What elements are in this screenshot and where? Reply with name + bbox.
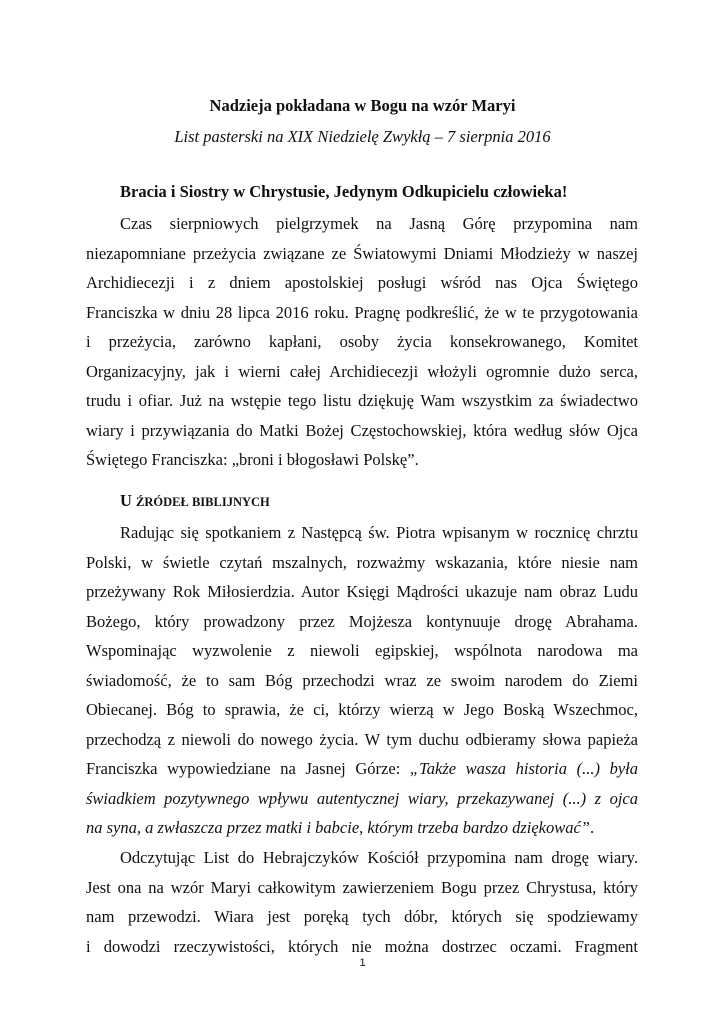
text-line: Świętego Franciszka: „broni i błogosławi Polskę”. [86,450,419,469]
text-line: i dowodzi rzeczywistości, których nie można dostrzec oczami. Fragment [86,936,638,956]
text-line: Jest ona na wzór Maryi całkowitym zawierzeniem Bogu przez Chrystusa, który [86,877,638,897]
text-line-quote: świadkiem pozytywnego wpływu autentycznej wiary, przekazywanej (...) z ojca [86,788,638,808]
document-subtitle: List pasterski na XIX Niedzielę Zwykłą – 7 sierpnia 2016 [174,127,551,146]
text-line: Organizacyjny, jak i wierni całej Archidiecezji włożyli ogromnie dużo serca, [86,361,638,381]
text-line: Bożego, który prowadzony przez Mojżesza kontynuuje drogę Abrahama. [86,611,638,631]
text-line: Franciszka w dniu 28 lipca 2016 roku. Pragnę podkreślić, że w te przygotowania [86,302,638,322]
paragraph-3 [86,843,638,961]
text-line: Radując się spotkaniem z Następcą św. Piotra wpisanym w rocznicę chrztu [120,523,638,542]
paragraph-2 [86,518,638,843]
text-line: nam przewodzi. Wiara jest poręką tych dóbr, których się spodziewamy [86,907,638,926]
quote-lead-in: Franciszka wypowiedziane na Jasnej Górze: [86,759,410,778]
text-line: niezapomniane przeżycia związane ze Światowymi Dniami Młodzieży w naszej [86,243,638,263]
text-line: świadomość, że to sam Bóg przechodzi wraz ze swoim narodem do Ziemi [86,670,638,690]
text-line: i przeżycia, zarówno kapłani, osoby życia konsekrowanego, Komitet [86,332,638,351]
paragraph-1 [86,209,638,475]
text-line: Odczytując List do Hebrajczyków Kościół przypomina nam drogę wiary. [120,848,638,867]
text-line: Polski, w świetle czytań mszalnych, rozważmy wskazania, które niesie nam [86,552,638,572]
greeting: Bracia i Siostry w Chrystusie, Jedynym Odkupicielu człowieka! [120,182,568,201]
text-line: Wspominając wyzwolenie z niewoli egipskiej, wspólnota narodowa ma [86,641,638,660]
section-heading [120,491,270,511]
text-line: Archidiecezji i z dniem apostolskiej posługi wśród nas Ojca Świętego [86,273,638,292]
text-line: przechodzą z niewoli do nowego życia. W tym duchu odbieramy słowa papieża [86,729,638,749]
text-line-quote-end [86,813,638,843]
quote-text: na syna, a zwłaszcza przez matki i babcie, którym trzeba bardzo dziękować” [86,818,590,837]
quote-end-period: . [589,818,595,837]
document-title: Nadzieja pokładana w Bogu na wzór Maryi [209,96,516,115]
text-line: Czas sierpniowych pielgrzymek na Jasną Górę przypomina nam [120,214,638,233]
quote-text: „Także wasza historia (...) była [409,759,638,778]
text-line: Obiecanej. Bóg to sprawia, że ci, którzy wierzą w Jego Boską Wszechmoc, [86,700,638,719]
page-number: 1 [359,957,366,969]
section-heading-initial: U [120,491,137,510]
text-line-quote-start [86,754,638,784]
section-heading-rest: ŹRÓDEŁ BIBLIJNYCH [136,495,270,509]
text-line: przeżywany Rok Miłosierdzia. Autor Księgi Mądrości ukazuje nam obraz Ludu [86,582,638,601]
text-line: trudu i ofiar. Już na wstępie tego listu dziękuję Wam wszystkim za świadectwo [86,391,638,410]
text-line: wiary i przywiązania do Matki Bożej Częstochowskiej, która według słów Ojca [86,420,638,440]
